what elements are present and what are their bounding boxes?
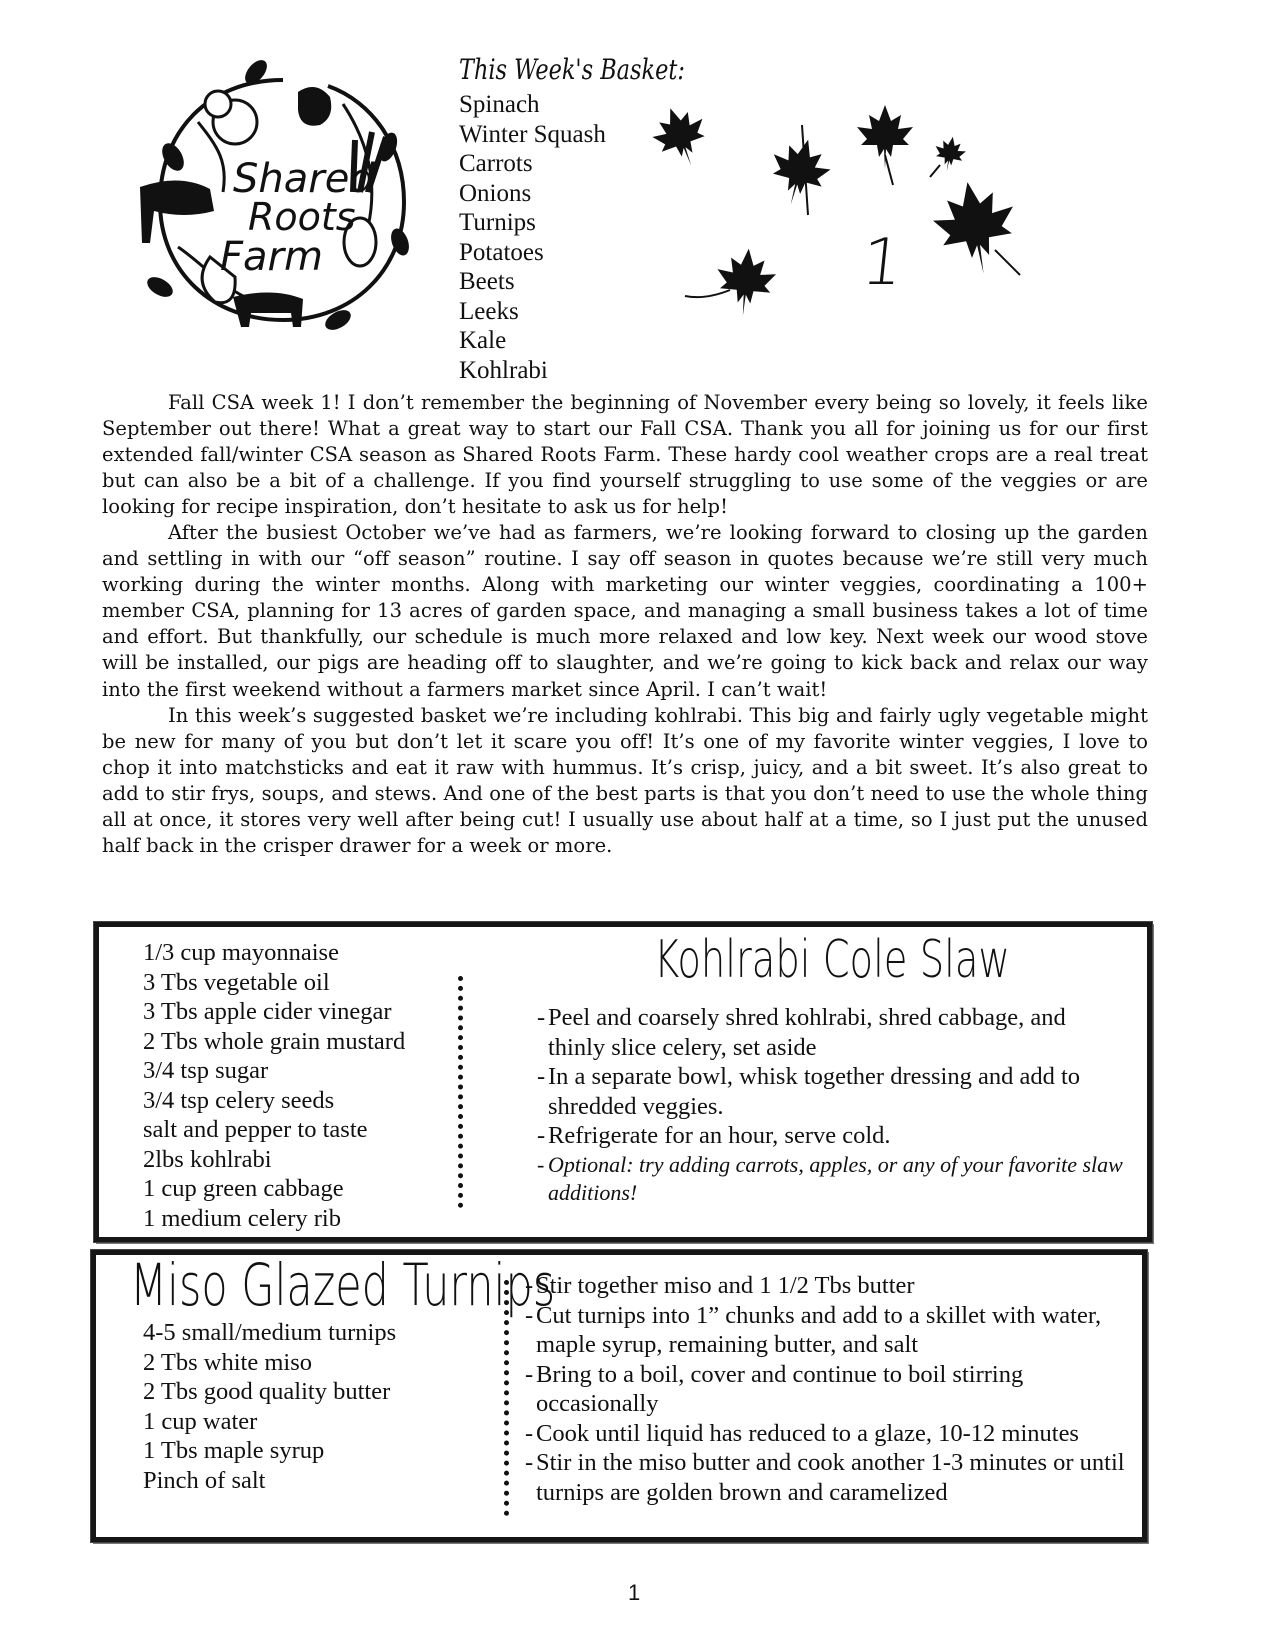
logo-text-shared: Shared xyxy=(233,156,375,202)
ingredient-item: 4-5 small/medium turnips xyxy=(143,1319,397,1346)
step-item: - Peel and coarsely shred kohlrabi, shred cabbage, and thinly slice celery, set aside xyxy=(537,1003,1127,1062)
basket-section xyxy=(459,52,685,385)
basket-item: Kale xyxy=(459,327,507,354)
slaw-ingredient-list xyxy=(143,938,405,1233)
maple-leaf-icon xyxy=(650,105,716,174)
step-item: - Bring to a boil, cover and continue to boil stirring occasionally xyxy=(525,1360,1125,1419)
ingredient-item: 3 Tbs vegetable oil xyxy=(143,968,330,996)
intro-text xyxy=(102,390,1148,859)
maple-leaf-icon xyxy=(857,105,913,169)
basket-item: Winter Squash xyxy=(459,120,606,148)
ingredient-item: 2lbs kohlrabi xyxy=(143,1145,272,1173)
ingredient-item: 1/3 cup mayonnaise xyxy=(143,939,339,966)
maple-leaf-icon xyxy=(714,246,778,318)
miso-step-list xyxy=(525,1271,1125,1507)
page-number: 1 xyxy=(628,1580,641,1605)
basket-item: Carrots xyxy=(459,150,533,177)
intro-paragraph: After the busiest October we’ve had as farmers, we’re looking forward to closing up the garden and settling in with our “off season” routine. I say off season in quotes because we’re still very much working during the winter months. Along with marketing our winter veggies, coordinating a 100+ member CSA, planning for 13 acres of garden space, and managing a small business takes a lot of time and effort. But thankfully, our schedule is much more relaxed and low key. Next week our wood stove will be installed, our pigs are heading off to slaughter, and we’re going to kick back and relax our way into the first weekend without a farmers market since April. I can’t wait! xyxy=(102,521,1148,701)
farm-logo xyxy=(138,52,428,342)
ingredient-item: 2 Tbs good quality butter xyxy=(143,1378,391,1405)
miso-ingredient-list xyxy=(143,1318,396,1495)
ingredient-item: 1 Tbs maple syrup xyxy=(143,1437,325,1464)
basket-item: Leeks xyxy=(459,297,519,325)
step-item: - Cut turnips into 1” chunks and add to a skillet with water, maple syrup, remaining butter, and salt xyxy=(525,1301,1125,1360)
dotted-divider xyxy=(504,1280,509,1516)
basket-item: Onions xyxy=(459,179,532,207)
step-item: - Stir together miso and 1 1/2 Tbs butter xyxy=(525,1271,1125,1301)
intro-paragraph: In this week’s suggested basket we’re including kohlrabi. This big and fairly ugly vegetable might be new for many of you but don’t let it scare you off! It’s one of my favorite winter veggies, I love to chop it into matchsticks and eat it raw with hummus. It’s crisp, juicy, and a bit sweet. It’s also great to add to stir frys, soups, and stews. And one of the best parts is that you don’t need to use the whole thing all at once, it stores very well after being cut! I usually use about half at a time, so I just put the unused half back in the crisper drawer for a week or more. xyxy=(102,703,1148,857)
slaw-step-list xyxy=(537,1003,1127,1207)
dotted-divider xyxy=(458,976,463,1208)
basket-item: Potatoes xyxy=(459,238,544,266)
ingredient-item: 3/4 tsp celery seeds xyxy=(143,1086,335,1114)
ingredient-item: 3 Tbs apple cider vinegar xyxy=(143,998,392,1025)
basket-heading: This Week's Basket: xyxy=(459,53,685,86)
basket-item: Kohlrabi xyxy=(459,356,548,384)
step-item: - Refrigerate for an hour, serve cold. xyxy=(537,1121,1127,1151)
intro-paragraph: Fall CSA week 1! I don’t remember the beginning of November every being so lovely, it feels like September out there! What a great way to start our Fall CSA. Thank you all for joining us for our first extended fall/winter CSA season as Shared Roots Farm. These hardy cool weather crops are a real treat but can also be a bit of a challenge. If you find yourself struggling to use some of the veggies or are looking for recipe inspiration, don’t hesitate to ask us for help! xyxy=(102,391,1148,519)
week-number: 1 xyxy=(858,226,907,300)
basket-item: Beets xyxy=(459,268,515,295)
logo-text-roots: Roots xyxy=(248,195,356,239)
step-item: - Stir in the miso butter and cook another 1-3 minutes or until turnips are golden brown and caramelized xyxy=(525,1448,1125,1507)
step-item: - In a separate bowl, whisk together dressing and add to shredded veggies. xyxy=(537,1062,1127,1121)
slaw-title: Kohlrabi Cole Slaw xyxy=(654,930,1010,990)
ingredient-item: 1 cup water xyxy=(143,1407,258,1435)
ingredient-item: 3/4 tsp sugar xyxy=(143,1057,269,1084)
ingredient-item: Pinch of salt xyxy=(143,1466,266,1494)
step-item: - Cook until liquid has reduced to a glaze, 10-12 minutes xyxy=(525,1419,1125,1449)
maple-leaf-icon xyxy=(762,132,836,212)
ingredient-item: 1 medium celery rib xyxy=(143,1204,341,1232)
ingredient-item: 2 Tbs whole grain mustard xyxy=(143,1027,406,1055)
basket-list xyxy=(459,90,659,385)
logo-text-farm: Farm xyxy=(220,234,323,280)
basket-item: Spinach xyxy=(459,91,540,118)
ingredient-item: 1 cup green cabbage xyxy=(143,1175,344,1202)
ingredient-item: salt and pepper to taste xyxy=(143,1116,368,1143)
maple-leaves-illustration xyxy=(650,105,1050,335)
ingredient-item: 2 Tbs white miso xyxy=(143,1348,313,1376)
miso-title: Miso Glazed Turnips xyxy=(130,1251,556,1319)
basket-item: Turnips xyxy=(459,209,536,236)
optional-note: - Optional: try adding carrots, apples, or any of your favorite slaw additions! xyxy=(537,1151,1127,1207)
